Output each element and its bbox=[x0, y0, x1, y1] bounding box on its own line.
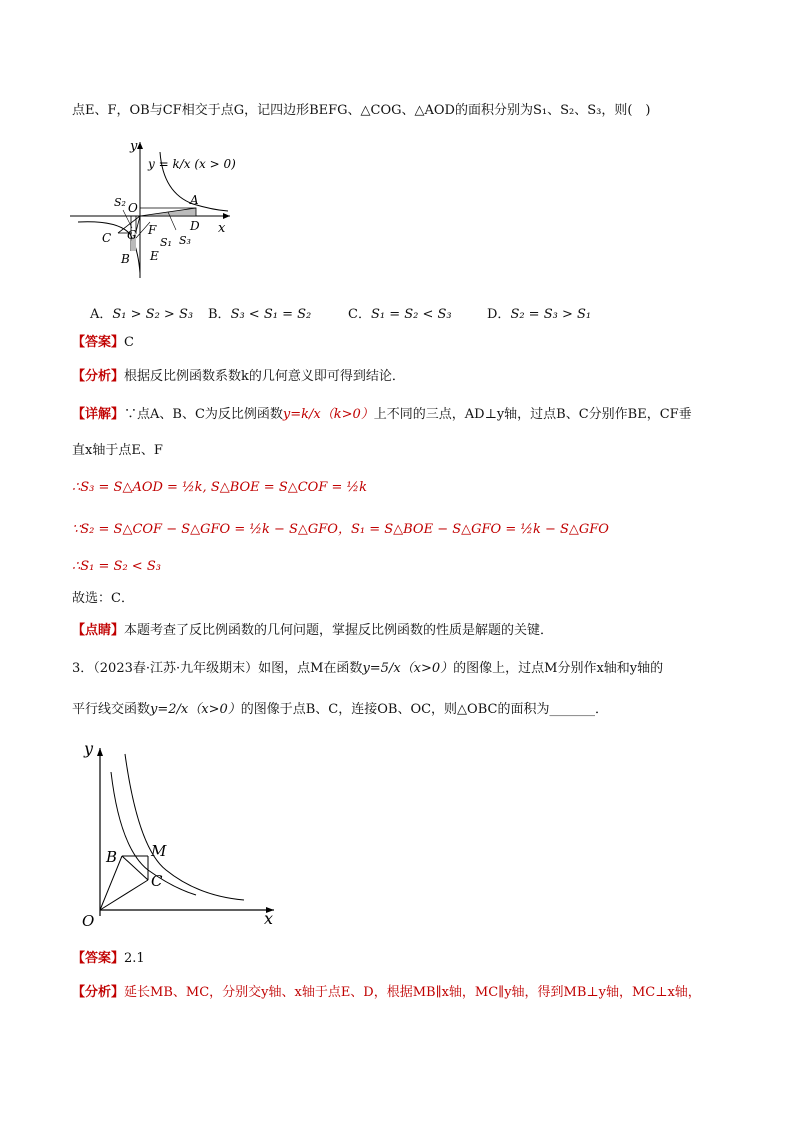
q2-choose: 故选：C． bbox=[72, 591, 134, 606]
q3-o-label: O bbox=[82, 912, 95, 930]
q2-analysis-line: 【分析】根据反比例函数系数k的几何意义即可得到结论． bbox=[72, 369, 405, 384]
q2-step-3: ∴S₁ = S₂ < S₃ bbox=[72, 559, 161, 574]
q3-x-label: x bbox=[264, 909, 274, 928]
q3-line-2: 平行线交函数y=2/x（x>0）的图像于点B、C，连接OB、OC，则△OBC的面积为_______． bbox=[72, 702, 608, 717]
q2-option-c: C．S₁ = S₂ < S₃ bbox=[348, 307, 452, 322]
q3-line-1: 3．（2023春·江苏·九年级期末）如图，点M在函数y=5/x（x>0）的图像上，过点M分别作x轴和y轴的 bbox=[72, 661, 664, 676]
q2-s3-label: S₃ bbox=[179, 234, 191, 247]
q2-e-label: E bbox=[150, 249, 159, 263]
q3-figure bbox=[78, 738, 288, 928]
q3-c-label: C bbox=[151, 872, 163, 890]
q3-m-label: M bbox=[151, 842, 167, 860]
q2-option-a: A．S₁ > S₂ > S₃ bbox=[90, 307, 194, 322]
q2-func-label: y = k/x (x > 0) bbox=[148, 157, 236, 171]
q3-answer-line: 【答案】2.1 bbox=[72, 951, 145, 966]
q2-detail-line-1: 【详解】∵点A、B、C为反比例函数y=k/x（k>0）上不同的三点，AD⊥y轴，过点B、C分别作BE，CF垂 bbox=[72, 407, 692, 422]
q2-option-d: D．S₂ = S₃ > S₁ bbox=[487, 307, 592, 322]
q2-d-label: D bbox=[190, 219, 200, 233]
q2-step-2: ∵S₂ = S△COF − S△GFO = ½k − S△GFO，S₁ = S△BOE − S△GFO = ½k − S△GFO bbox=[72, 522, 609, 537]
q2-step-1: ∴S₃ = S△AOD = ½k, S△BOE = S△COF = ½k bbox=[72, 480, 367, 495]
q2-figure bbox=[68, 138, 258, 278]
q3-b-label: B bbox=[106, 848, 118, 866]
q3-y-label: y bbox=[84, 739, 94, 758]
q2-g-label: G bbox=[127, 228, 137, 242]
q2-answer-line: 【答案】C bbox=[72, 335, 134, 350]
q2-o-label: O bbox=[128, 201, 138, 215]
q2-stem: 点E、F，OB与CF相交于点G，记四边形BEFG、△COG、△AOD的面积分别为S₁、S₂、S₃，则( ) bbox=[72, 103, 651, 118]
q3-analysis-line: 【分析】延长MB、MC，分别交y轴、x轴于点E、D，根据MB∥x轴，MC∥y轴，得到MB⊥y轴，MC⊥x轴， bbox=[72, 985, 701, 1000]
q2-s2-label: S₂ bbox=[114, 196, 126, 209]
q2-detail-line-2: 直x轴于点E、F bbox=[72, 443, 163, 458]
q2-y-label: y bbox=[130, 139, 138, 154]
q2-x-label: x bbox=[218, 221, 226, 236]
q2-f-label: F bbox=[148, 223, 157, 237]
q2-s1-label: S₁ bbox=[160, 236, 172, 249]
q2-b-label: B bbox=[121, 252, 130, 266]
q2-comment-line: 【点睛】本题考查了反比例函数的几何问题，掌握反比例函数的性质是解题的关键． bbox=[72, 623, 554, 638]
q2-a-label: A bbox=[190, 193, 199, 207]
q2-c-label: C bbox=[102, 231, 112, 245]
q2-option-b: B．S₃ < S₁ = S₂ bbox=[208, 307, 312, 322]
